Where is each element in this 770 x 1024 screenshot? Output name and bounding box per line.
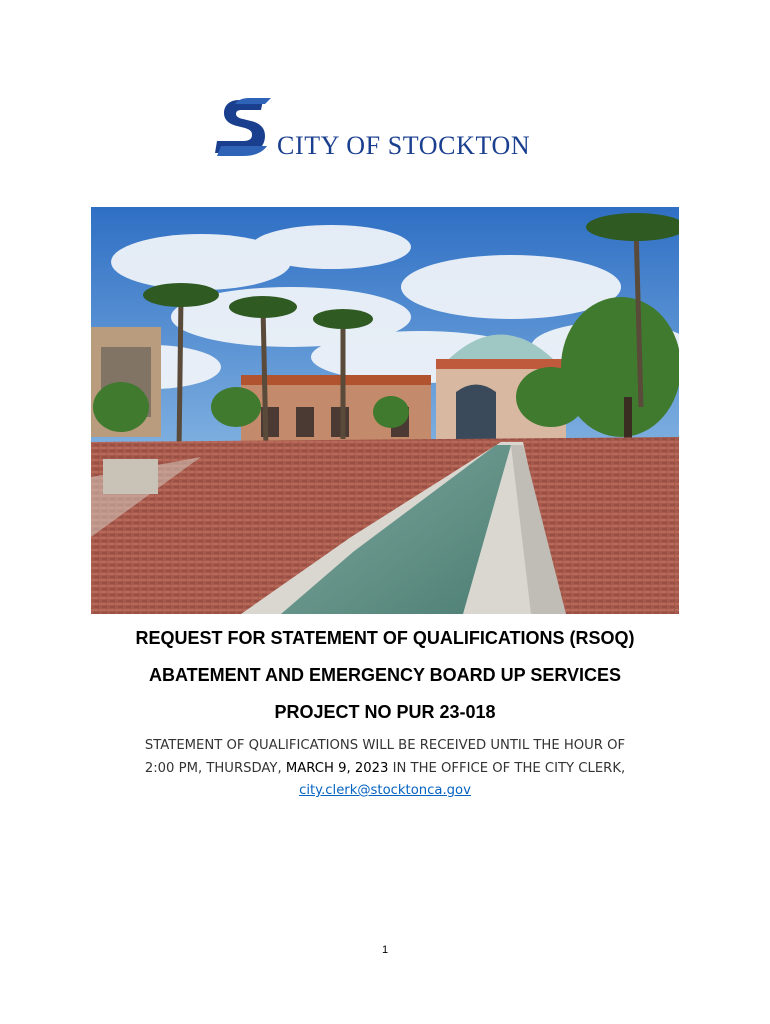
submission-date: MARCH 9, 2023 xyxy=(285,761,389,776)
clerk-email-link[interactable]: city.clerk@stocktonca.gov xyxy=(299,783,471,798)
document-title-line-2: ABATEMENT AND EMERGENCY BOARD UP SERVICES xyxy=(148,665,622,685)
project-number: PROJECT NO PUR 23-018 xyxy=(274,702,496,722)
submission-location: IN THE OFFICE OF THE CITY CLERK, xyxy=(388,761,626,776)
stockton-s-logo-icon xyxy=(215,96,275,158)
submission-deadline-text: STATEMENT OF QUALIFICATIONS WILL BE RECEIVED UNTIL THE HOUR OF xyxy=(144,738,626,753)
submission-time-text xyxy=(0,761,770,776)
clerk-email-line xyxy=(0,783,770,798)
page-number: 1 xyxy=(381,944,389,956)
submission-time-prefix: 2:00 PM, THURSDAY, xyxy=(144,761,286,776)
document-title-line-1: REQUEST FOR STATEMENT OF QUALIFICATIONS (RSOQ) xyxy=(135,628,635,648)
city-logo xyxy=(215,96,565,160)
org-wordmark: CITY OF STOCKTON xyxy=(277,131,531,160)
cover-photo xyxy=(91,207,679,614)
